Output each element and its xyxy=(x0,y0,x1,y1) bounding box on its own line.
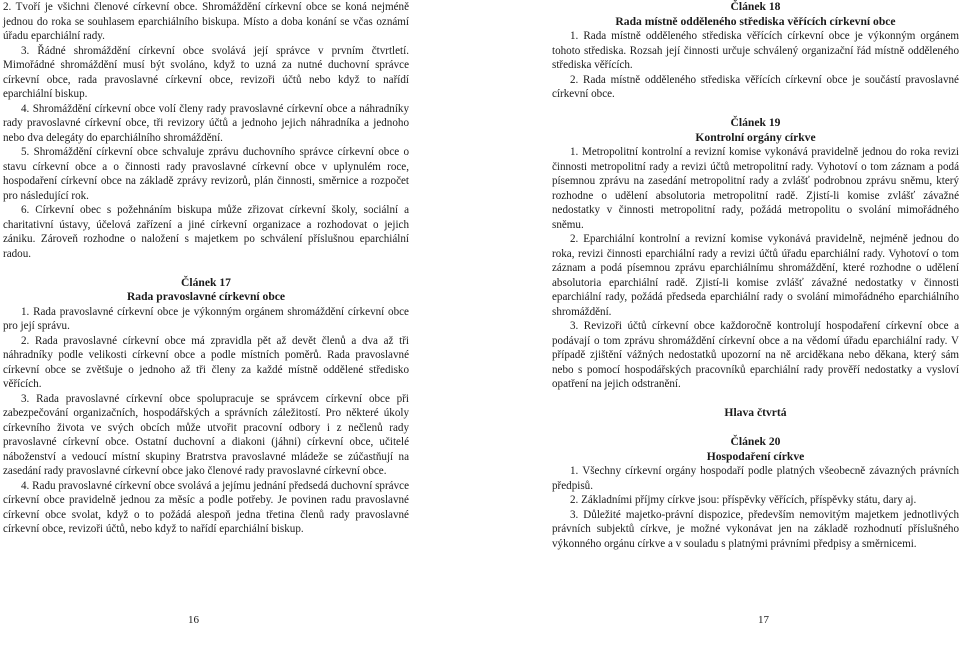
paragraph-art17-4: 4. Radu pravoslavné církevní obce svolává a jejímu jednání předsedá duchovní správce církevní obce pravidelně jednou za měsíc a podle potřeby. Je povinen radu pravoslavné církevní obce svolat, když o to požádá alespoň jedna třetina členů rady pravoslavné církevní obce, revizoři účtů, nebo když to nařídí eparchiální biskup. xyxy=(3,479,409,535)
article-20-subtitle: Hospodaření církve xyxy=(706,449,805,463)
article-20-title: Článek 20 xyxy=(730,435,781,448)
paragraph-art16-4: 4. Shromáždění církevní obce volí členy rady pravoslavné církevní obce a náhradníky rady pravoslavné církevní obce, tři revizory účtů a jednoho jejich náhradníka a jednoho nebo dva delegáty do eparchiálního shromáždění. xyxy=(3,102,409,144)
section-head-title: Hlava čtvrtá xyxy=(724,406,787,419)
article-18-title: Článek 18 xyxy=(730,0,781,13)
paragraph-art20-1: 1. Všechny církevní orgány hospodaří podle platných všeobecně závazných právních předpisů. xyxy=(552,465,959,492)
article-17-subtitle: Rada pravoslavné církevní obce xyxy=(126,290,286,303)
paragraph-art18-2: 2. Rada místně odděleného střediska věřících církevní obce je součástí pravoslavné církevní obce. xyxy=(552,73,959,100)
paragraph-art17-2: 2. Rada pravoslavné církevní obce má zpravidla pět až devět členů a dva až tři náhradníky podle velikosti církevní obce a podle místních poměrů. Rada pravoslavné církevní obce se zvětšuje o jednoho až tři členy za každé místně oddělené středisko věřících. xyxy=(3,334,409,390)
spacer xyxy=(552,421,959,436)
page-number-left: 16 xyxy=(188,614,199,626)
spacer xyxy=(552,102,959,117)
right-page-column xyxy=(552,0,959,551)
article-18-subtitle: Rada místně odděleného střediska věřících církevní obce xyxy=(615,14,896,28)
paragraph-art17-1: 1. Rada pravoslavné církevní obce je výkonným orgánem shromáždění církevní obce pro její správu. xyxy=(3,305,409,332)
article-17-title: Článek 17 xyxy=(181,275,231,289)
paragraph-art20-3: 3. Důležité majetko-právní dispozice, především nemovitým majetkem jednotlivých právních subjektů církve, je možné vykonávat jen na základě rozhodnutí příslušného výkonného orgánu církve a v souladu s platnými právními předpisy a směrnicemi. xyxy=(552,508,959,550)
paragraph-art19-3: 3. Revizoři účtů církevní obce každoročně kontrolují hospodaření církevní obce a podávají o tom zprávu shromáždění církevní obce a na vědomí úřadu eparchiální rady. V případě zjištění vážných nedostatků upozorní na ně arciděkana nebo děkana, který sám nebo s pomocí hospodářských pracovníků eparchiální rady prověří nedostatky a vysloví opatření na jejich odstranění. xyxy=(552,320,959,390)
paragraph-art16-5: 5. Shromáždění církevní obce schvaluje zprávu duchovního správce církevní obce o stavu církevní obce a o činnosti rady pravoslavné církevní obce v uplynulém roce, hospodaření církevní obce na základě zprávy revizorů, plán činnosti, směrnice a rozpočet pro následující rok. xyxy=(3,146,409,202)
paragraph-art19-1: 1. Metropolitní kontrolní a revizní komise vykonává pravidelně jednou do roka revizi činnosti metropolitní rady a revizi účtů metropolitní rady. Vyhotoví o tom záznam a podá písemnou zprávu na zasedání metropolitní rady a zvlášť podrobnou zprávu sněmu, který rozhodne o udělení absolutoria metropolitní radě. Zjistí-li komise zvlášť závažné nedostatky v činnosti metropolitní rady, požádá metropolitu o svolání mimořádného sněmu. xyxy=(552,146,959,231)
left-page-column xyxy=(3,0,409,537)
paragraph-art16-3: 3. Řádné shromáždění církevní obce svolává její správce v prvním čtvrtletí. Mimořádné shromáždění musí být svoláno, když to uzná za nutné duchovní správce církevní obce, rada pravoslavné církevní obce, revizoři účtů nebo když to nařídí eparchiální biskup. xyxy=(3,44,409,100)
paragraph-art17-3: 3. Rada pravoslavné církevní obce spolupracuje se správcem církevní obce při zabezpečování organizačních, hospodářských a správních záležitostí. Pro některé úkoly církevního života ve svých obcích může utvořit pracovní odbory i z nečlenů rady pravoslavné církevní obce. Ostatní duchovní a diakoni (jáhni) církevní obce, učitelé náboženství a vedoucí místní skupiny Bratrstva pravoslavné mládeže se zúčastňují na zasedání rady pravoslavné církevní obce jako členové rady pravoslavné církevní obce. xyxy=(3,392,409,477)
article-19-subtitle: Kontrolní orgány církve xyxy=(695,130,816,144)
spacer xyxy=(3,261,409,276)
paragraph-art19-2: 2. Eparchiální kontrolní a revizní komise vykonává pravidelně, nejméně jednou do roka, revizi činnosti eparchiální rady a revizi účtů úřadu eparchiální rady. Vyhotoví o tom záznam a podá písemnou zprávu eparchiálnímu shromáždění, které rozhodne o udělení absolutoria eparchiální radě. Zjistí-li komise zvlášť závažné nedostatky v činnosti eparchiální rady, požádá předseda eparchiální rady o svolání mimořádného eparchiálního shromáždění. xyxy=(552,233,959,318)
spacer xyxy=(552,392,959,407)
article-19-title: Článek 19 xyxy=(730,116,781,129)
paragraph-art16-2: 2. Tvoří je všichni členové církevní obce. Shromáždění církevní obce se koná nejméně jednou do roka se souhlasem eparchiálního biskupa. Místo a doba konání se včas oznámí úřadu eparchiální rady. xyxy=(3,1,409,42)
paragraph-art18-1: 1. Rada místně odděleného střediska věřících církevní obce je výkonným orgánem tohoto střediska. Rozsah její činnosti určuje schválený organizační řád místně odděleného střediska věřících. xyxy=(552,30,959,71)
paragraph-art16-6: 6. Církevní obec s požehnáním biskupa může zřizovat církevní školy, sociální a charitativní ústavy, účelová zařízení a jiné církevní organizace a rozhodovat o jejich zániku. Zároveň rozhodne o naložení s majetkem po schválení příslušnou eparchiální radou. xyxy=(3,204,409,260)
paragraph-art20-2: 2. Základními příjmy církve jsou: příspěvky věřících, příspěvky státu, dary aj. xyxy=(570,494,917,506)
page-number-right: 17 xyxy=(758,614,769,626)
